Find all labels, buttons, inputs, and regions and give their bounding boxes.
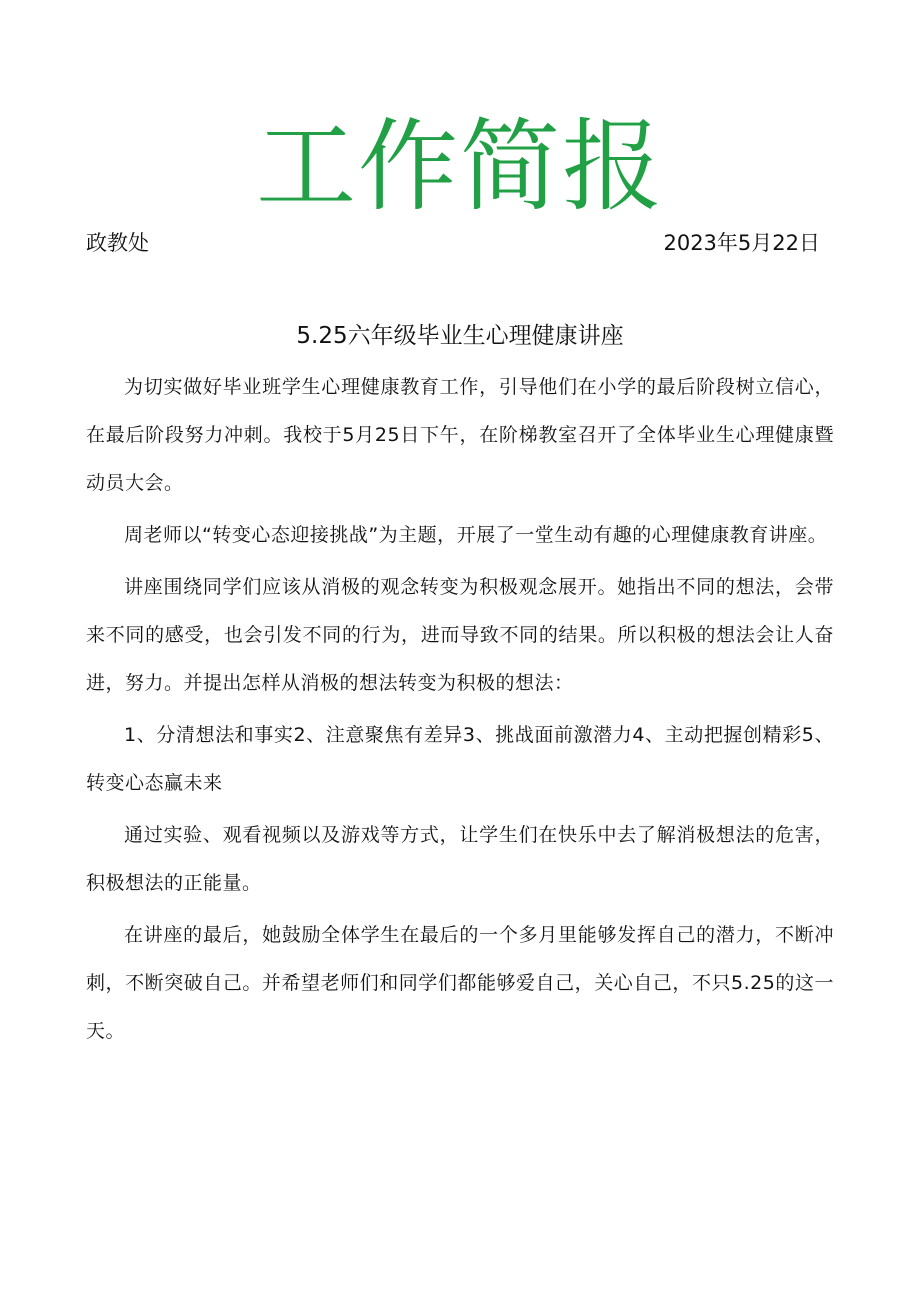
paragraph-content: 讲座围绕同学们应该从消极的观念转变为积极观念展开。她指出不同的想法，会带来不同的感受，也会引发不同的行为，进而导致不同的结果。所以积极的想法会让人奋进，努力。并提出怎样从消极的想法转变为积极的想法： <box>86 576 834 694</box>
paragraph-closing: 在讲座的最后，她鼓励全体学生在最后的一个多月里能够发挥自己的潜力，不断冲刺，不断突破自己。并希望老师们和同学们都能够爱自己，关心自己，不只5.25的这一天。 <box>86 924 834 1042</box>
paragraph-theme: 周老师以“转变心态迎接挑战”为主题，开展了一堂生动有趣的心理健康教育讲座。 <box>124 524 828 546</box>
meta-row <box>86 228 820 258</box>
paragraph-methods: 通过实验、观看视频以及游戏等方式，让学生们在快乐中去了解消极想法的危害，积极想法的正能量。 <box>86 824 834 894</box>
report-date: 2023年5月22日 <box>663 231 820 255</box>
article-title: 5.25六年级毕业生心理健康讲座 <box>296 323 624 349</box>
masthead-title: 工作简报 <box>256 108 664 225</box>
department-label: 政教处 <box>86 231 149 255</box>
paragraph-steps: 1、分清想法和事实2、注意聚焦有差异3、挑战面前激潜力4、主动把握创精彩5、转变心态赢未来 <box>86 724 834 794</box>
article-body <box>86 363 834 1059</box>
paragraph-intro: 为切实做好毕业班学生心理健康教育工作，引导他们在小学的最后阶段树立信心，在最后阶段努力冲刺。我校于5月25日下午，在阶梯教室召开了全体毕业生心理健康暨动员大会。 <box>86 376 834 494</box>
